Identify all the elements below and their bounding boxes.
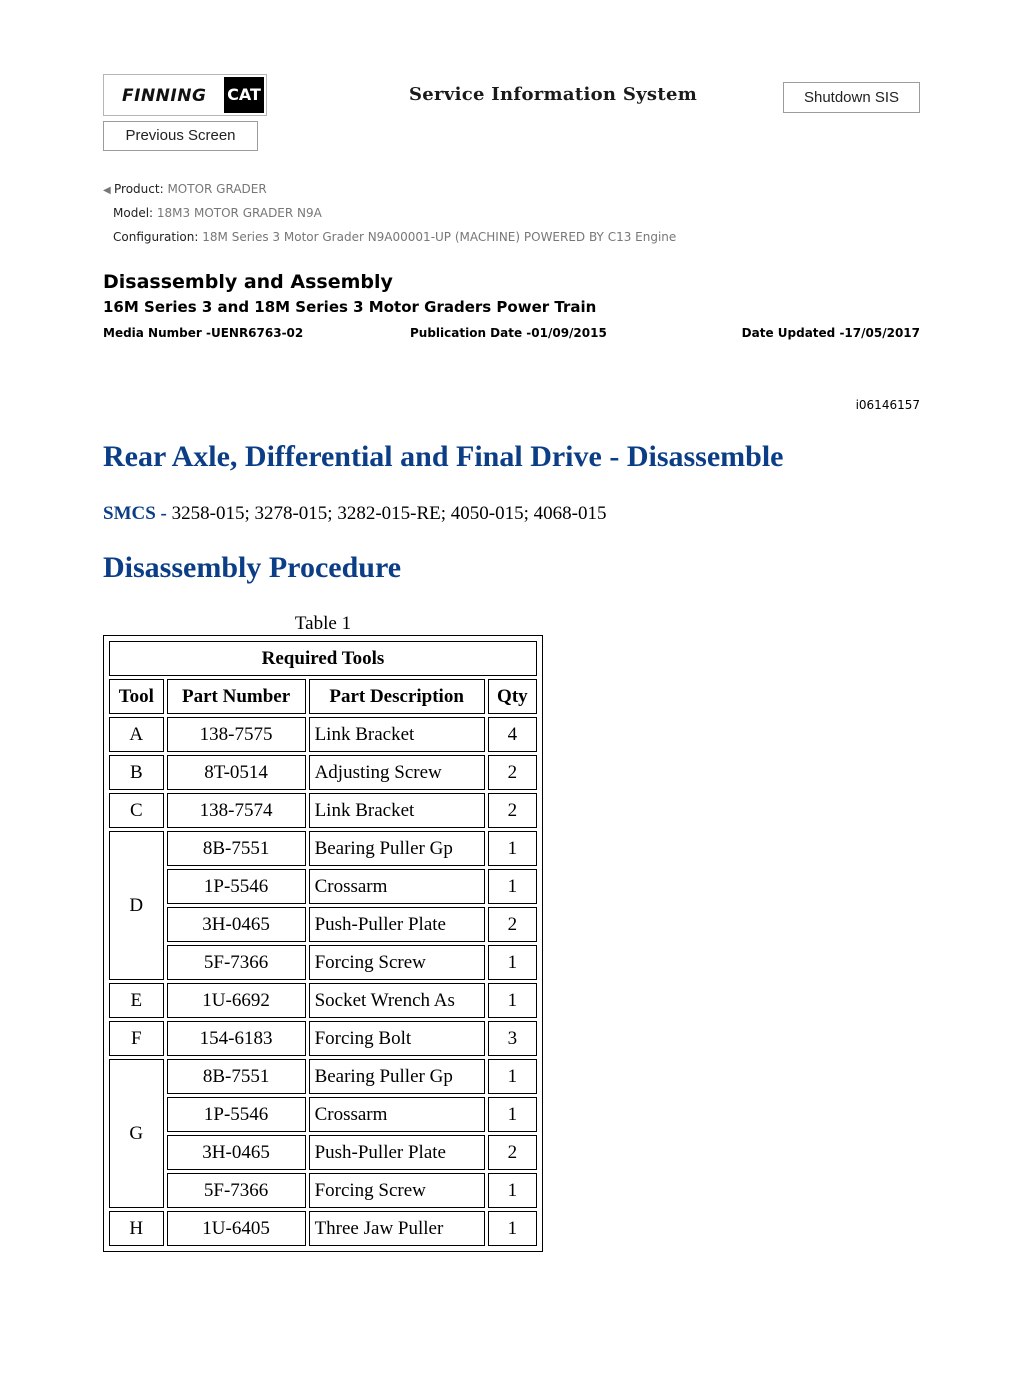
part-description-cell: Bearing Puller Gp [309,831,485,866]
part-number-cell: 3H-0465 [167,907,306,942]
smcs-label: SMCS - [103,503,167,524]
table-row [109,869,537,904]
part-number-cell: 8T-0514 [167,755,306,790]
part-number-cell: 3H-0465 [167,1135,306,1170]
finning-logo-text: FINNING [122,86,207,106]
media-number: Media Number -UENR6763-02 [103,326,304,340]
part-number-cell: 5F-7366 [167,945,306,980]
qty-cell: 1 [488,945,537,980]
tool-cell: C [109,793,164,828]
system-title: Service Information System [409,84,698,105]
table-row [109,1059,537,1094]
configuration-value: 18M Series 3 Motor Grader N9A00001-UP (MACHINE) POWERED BY C13 Engine [202,230,677,244]
qty-cell: 1 [488,1173,537,1208]
part-number-cell: 1U-6405 [167,1211,306,1246]
column-header-tool: Tool [109,679,164,714]
table-row [109,755,537,790]
tool-cell: F [109,1021,164,1056]
qty-cell: 3 [488,1021,537,1056]
part-description-cell: Crossarm [309,1097,485,1132]
smcs-line [103,503,606,525]
table-row [109,1135,537,1170]
product-value: MOTOR GRADER [167,182,267,196]
qty-cell: 1 [488,869,537,904]
part-description-cell: Socket Wrench As [309,983,485,1018]
tool-cell: E [109,983,164,1018]
model-label: Model: [113,206,154,220]
smcs-codes: 3258-015; 3278-015; 3282-015-RE; 4050-015; 4068-015 [171,503,607,524]
part-description-cell: Crossarm [309,869,485,904]
table-caption: Table 1 [294,613,352,634]
finning-cat-logo [103,74,267,116]
tool-cell: H [109,1211,164,1246]
required-tools-table [106,638,540,1249]
previous-screen-button[interactable]: Previous Screen [103,121,258,151]
part-number-cell: 8B-7551 [167,831,306,866]
table-title: Required Tools [109,641,537,676]
tool-cell: B [109,755,164,790]
part-number-cell: 138-7574 [167,793,306,828]
part-description-cell: Forcing Bolt [309,1021,485,1056]
document-subtitle: 16M Series 3 and 18M Series 3 Motor Graders Power Train [103,298,597,316]
table-row [109,907,537,942]
qty-cell: 1 [488,983,537,1018]
shutdown-sis-button[interactable]: Shutdown SIS [783,82,920,113]
part-number-cell: 5F-7366 [167,1173,306,1208]
back-arrow-icon[interactable]: ◀ [103,185,111,196]
qty-cell: 2 [488,793,537,828]
part-description-cell: Forcing Screw [309,945,485,980]
part-description-cell: Push-Puller Plate [309,1135,485,1170]
table-row [109,1021,537,1056]
table-row [109,1173,537,1208]
tool-cell: A [109,717,164,752]
qty-cell: 1 [488,1097,537,1132]
tool-cell: D [109,831,164,980]
column-header-part-description: Part Description [309,679,485,714]
cat-logo-badge: CAT [224,77,264,113]
qty-cell: 2 [488,1135,537,1170]
column-header-qty: Qty [488,679,537,714]
product-info-line [103,182,267,196]
part-number-cell: 1P-5546 [167,1097,306,1132]
part-description-cell: Link Bracket [309,717,485,752]
document-title: Disassembly and Assembly [103,271,393,293]
part-number-cell: 1U-6692 [167,983,306,1018]
part-description-cell: Adjusting Screw [309,755,485,790]
product-label: Product: [114,182,164,196]
table-body [109,717,537,1246]
page-title: Rear Axle, Differential and Final Drive - Disassemble [103,440,784,473]
part-description-cell: Link Bracket [309,793,485,828]
qty-cell: 1 [488,831,537,866]
qty-cell: 1 [488,1211,537,1246]
part-number-cell: 1P-5546 [167,869,306,904]
configuration-info-line [113,230,676,244]
qty-cell: 2 [488,755,537,790]
publication-date: Publication Date -01/09/2015 [410,326,607,340]
table-row [109,831,537,866]
table-row [109,717,537,752]
model-info-line [113,206,322,220]
date-updated: Date Updated -17/05/2017 [741,326,920,340]
part-description-cell: Bearing Puller Gp [309,1059,485,1094]
qty-cell: 2 [488,907,537,942]
table-row [109,793,537,828]
table-row [109,945,537,980]
table-row [109,983,537,1018]
document-id: i06146157 [855,398,920,412]
qty-cell: 1 [488,1059,537,1094]
part-number-cell: 138-7575 [167,717,306,752]
required-tools-table-frame [103,635,543,1252]
part-description-cell: Forcing Screw [309,1173,485,1208]
part-description-cell: Push-Puller Plate [309,907,485,942]
configuration-label: Configuration: [113,230,199,244]
table-row [109,1097,537,1132]
model-value: 18M3 MOTOR GRADER N9A [156,206,322,220]
tool-cell: G [109,1059,164,1208]
part-number-cell: 154-6183 [167,1021,306,1056]
section-heading: Disassembly Procedure [103,551,402,584]
qty-cell: 4 [488,717,537,752]
part-number-cell: 8B-7551 [167,1059,306,1094]
part-description-cell: Three Jaw Puller [309,1211,485,1246]
column-header-part-number: Part Number [167,679,306,714]
table-row [109,1211,537,1246]
